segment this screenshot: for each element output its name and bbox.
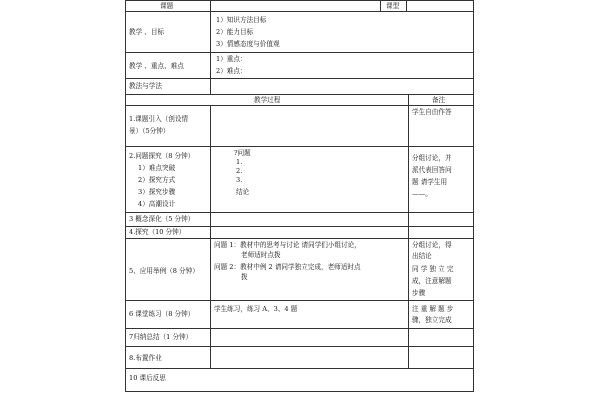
- step-2-sub: 3）探究步骤: [138, 188, 176, 196]
- notes-header: 备注: [432, 96, 446, 104]
- step-4-label: 4.探究（10 分钟）: [129, 228, 186, 236]
- step-3-row: [126, 213, 473, 227]
- key-point-item: 2）难点：: [216, 67, 247, 75]
- step-8-label: 8.布置作业: [129, 354, 162, 362]
- step-5-note: 步骤: [412, 289, 426, 297]
- step-5-content: 拨: [241, 273, 248, 281]
- step-2-note: 分组讨论，并: [412, 154, 452, 162]
- process-header-row: [126, 95, 473, 106]
- step-2-sub: 2）探究方式: [138, 176, 176, 184]
- key-point-item: 1）重点：: [216, 55, 247, 63]
- step-1-label-cont: 景）（5分钟）: [129, 127, 170, 135]
- step-6-content: 学生练习，练习 A、3、4 题: [214, 305, 298, 313]
- key-points-label: 教学 、重点、难点: [129, 62, 184, 70]
- process-header: 教学过程: [254, 96, 281, 104]
- step-1-label: 1.课题引入（创设情: [129, 115, 189, 123]
- question-title: ?问题: [234, 149, 251, 157]
- step-4-row: [126, 227, 473, 239]
- step-7-label: 7归纳总结（1 分钟）: [129, 333, 193, 341]
- conclusion-label: 结论: [236, 188, 250, 196]
- step-1-note: 学生自由作答: [412, 108, 452, 116]
- step-2-sub: 1）难点突破: [138, 164, 176, 172]
- methods-row: [126, 79, 473, 95]
- step-6-note: 骤，独立完成: [412, 316, 452, 324]
- step-5-content: 问题 1：教材中的思考与讨论 请同学们小组讨论，: [214, 241, 361, 249]
- step-5-note: 成，注意解题: [412, 277, 452, 285]
- question-item: 3.: [236, 176, 243, 184]
- step-2-note: ——。: [412, 190, 432, 198]
- step-6-note: 注 重 解 题 步: [412, 305, 454, 313]
- step-10-row: [126, 369, 473, 391]
- step-5-label: 5、应用举例（8 分钟）: [129, 267, 199, 275]
- step-7-row: [126, 329, 473, 347]
- step-2-label: 2.问题探究（8 分钟）: [129, 152, 195, 160]
- step-2-row: [126, 147, 473, 213]
- step-5-note: 同 学 独 立 完: [412, 265, 454, 273]
- step-5-content: 老师适时点拨: [241, 251, 281, 259]
- step-5-content: 问题 2：教材中例 2 请同学独立完成，老师适时点: [214, 263, 361, 271]
- step-2-sub: 4）高潮设计: [138, 200, 176, 208]
- step-2-note: 题 请学生用: [412, 178, 448, 186]
- step-2-note: 派代表回答问: [412, 166, 452, 174]
- step-5-row: [126, 239, 473, 301]
- step-6-row: [126, 301, 473, 329]
- step-6-label: 6 课堂练习（8 分钟）: [129, 310, 195, 318]
- lesson-plan-table: [125, 0, 474, 392]
- step-8-row: [126, 347, 473, 369]
- lesson-type-label: 课型: [386, 2, 400, 10]
- goal-item: 1）知识方法目标: [216, 16, 267, 24]
- step-5-note: 出结论: [412, 252, 432, 260]
- question-item: 2.: [236, 167, 243, 175]
- goals-label: 教学 、目标: [129, 28, 165, 36]
- step-1-row: [126, 106, 473, 147]
- question-item: 1.: [236, 158, 243, 166]
- goal-item: 2）能力目标: [216, 28, 254, 36]
- step-3-label: 3 概念深化（5 分钟）: [129, 215, 195, 223]
- key-points-row: [126, 53, 473, 79]
- title-row: [126, 1, 473, 12]
- step-10-label: 10 课后反思: [129, 374, 166, 382]
- goal-item: 3）情感态度与价值观: [216, 40, 280, 48]
- step-5-note: 分组讨论，得: [412, 241, 452, 249]
- lesson-title-label: 课题: [160, 2, 174, 10]
- goals-row: [126, 12, 473, 53]
- methods-label: 教法与学法: [129, 82, 162, 90]
